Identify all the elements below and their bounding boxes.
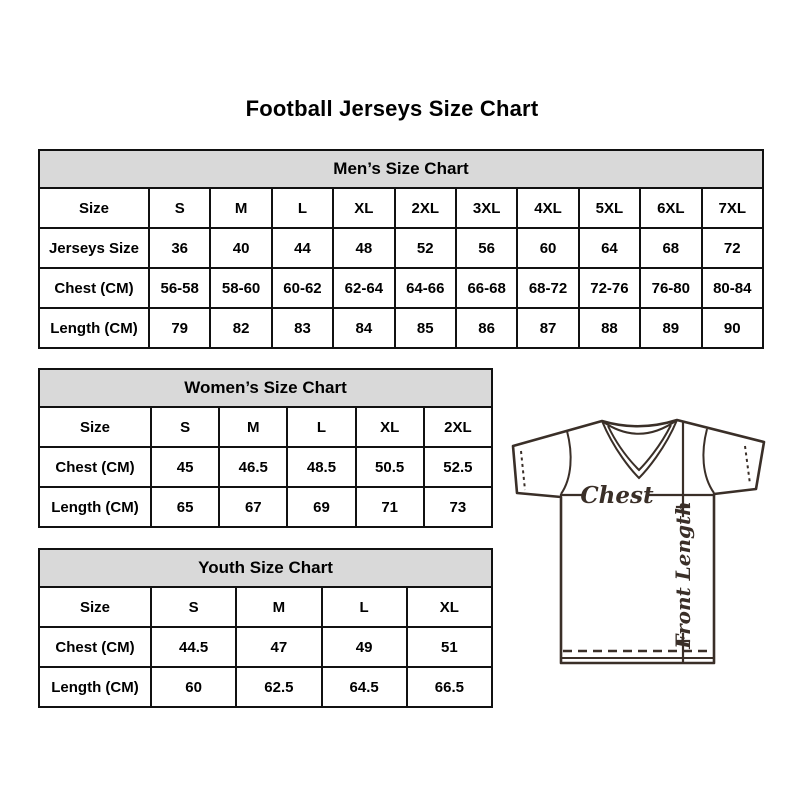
- womens-size-chart-section: [38, 368, 493, 528]
- column-header: XL: [333, 188, 394, 228]
- table-row: [39, 447, 492, 487]
- value-cell: 40: [210, 228, 271, 268]
- youth-size-chart-section: [38, 548, 493, 708]
- column-header-row: [39, 587, 492, 627]
- column-header-row: [39, 407, 492, 447]
- value-cell: 71: [356, 487, 424, 527]
- value-cell: 89: [640, 308, 701, 348]
- value-cell: 50.5: [356, 447, 424, 487]
- value-cell: 76-80: [640, 268, 701, 308]
- value-cell: 46.5: [219, 447, 287, 487]
- value-cell: 52.5: [424, 447, 492, 487]
- value-cell: 66-68: [456, 268, 517, 308]
- value-cell: 60-62: [272, 268, 333, 308]
- value-cell: 68-72: [517, 268, 578, 308]
- table-row: [39, 268, 763, 308]
- row-label: Length (CM): [39, 667, 151, 707]
- row-label: Size: [39, 407, 151, 447]
- womens-size-table: [38, 368, 493, 528]
- column-header: 7XL: [702, 188, 763, 228]
- value-cell: 90: [702, 308, 763, 348]
- table-title: Women’s Size Chart: [39, 369, 492, 407]
- value-cell: 48: [333, 228, 394, 268]
- value-cell: 84: [333, 308, 394, 348]
- table-row: [39, 627, 492, 667]
- column-header: L: [287, 407, 355, 447]
- column-header: XL: [407, 587, 492, 627]
- value-cell: 87: [517, 308, 578, 348]
- table-title: Men’s Size Chart: [39, 150, 763, 188]
- column-header: L: [322, 587, 407, 627]
- mens-size-table: [38, 149, 764, 349]
- row-label: Chest (CM): [39, 447, 151, 487]
- value-cell: 60: [151, 667, 236, 707]
- value-cell: 36: [149, 228, 210, 268]
- column-header: M: [210, 188, 271, 228]
- row-label: Length (CM): [39, 308, 149, 348]
- value-cell: 80-84: [702, 268, 763, 308]
- table-title-row: [39, 549, 492, 587]
- column-header-row: [39, 188, 763, 228]
- value-cell: 66.5: [407, 667, 492, 707]
- value-cell: 58-60: [210, 268, 271, 308]
- value-cell: 82: [210, 308, 271, 348]
- column-header: 2XL: [395, 188, 456, 228]
- value-cell: 64: [579, 228, 640, 268]
- table-title: Youth Size Chart: [39, 549, 492, 587]
- value-cell: 64.5: [322, 667, 407, 707]
- value-cell: 62.5: [236, 667, 321, 707]
- value-cell: 56: [456, 228, 517, 268]
- value-cell: 60: [517, 228, 578, 268]
- value-cell: 51: [407, 627, 492, 667]
- table-title-row: [39, 369, 492, 407]
- column-header: 6XL: [640, 188, 701, 228]
- front-length-label: Front Length: [671, 501, 695, 649]
- column-header: M: [219, 407, 287, 447]
- value-cell: 48.5: [287, 447, 355, 487]
- column-header: 4XL: [517, 188, 578, 228]
- value-cell: 62-64: [333, 268, 394, 308]
- column-header: 5XL: [579, 188, 640, 228]
- value-cell: 56-58: [149, 268, 210, 308]
- jersey-measurement-diagram: [504, 400, 770, 670]
- value-cell: 44: [272, 228, 333, 268]
- column-header: XL: [356, 407, 424, 447]
- value-cell: 65: [151, 487, 219, 527]
- row-label: Jerseys Size: [39, 228, 149, 268]
- table-title-row: [39, 150, 763, 188]
- value-cell: 79: [149, 308, 210, 348]
- value-cell: 83: [272, 308, 333, 348]
- column-header: S: [151, 587, 236, 627]
- value-cell: 64-66: [395, 268, 456, 308]
- table-row: [39, 228, 763, 268]
- value-cell: 88: [579, 308, 640, 348]
- page-title: Football Jerseys Size Chart: [245, 96, 539, 121]
- value-cell: 69: [287, 487, 355, 527]
- mens-size-chart-section: [38, 149, 764, 349]
- column-header: S: [151, 407, 219, 447]
- column-header: 3XL: [456, 188, 517, 228]
- value-cell: 68: [640, 228, 701, 268]
- value-cell: 85: [395, 308, 456, 348]
- chest-label: Chest: [580, 482, 654, 509]
- value-cell: 49: [322, 627, 407, 667]
- value-cell: 72: [702, 228, 763, 268]
- value-cell: 45: [151, 447, 219, 487]
- value-cell: 52: [395, 228, 456, 268]
- row-label: Length (CM): [39, 487, 151, 527]
- value-cell: 73: [424, 487, 492, 527]
- value-cell: 72-76: [579, 268, 640, 308]
- column-header: M: [236, 587, 321, 627]
- table-row: [39, 667, 492, 707]
- row-label: Chest (CM): [39, 627, 151, 667]
- youth-size-table: [38, 548, 493, 708]
- jersey-outline: [513, 420, 764, 663]
- column-header: L: [272, 188, 333, 228]
- column-header: 2XL: [424, 407, 492, 447]
- row-label: Chest (CM): [39, 268, 149, 308]
- table-row: [39, 308, 763, 348]
- value-cell: 44.5: [151, 627, 236, 667]
- table-row: [39, 487, 492, 527]
- column-header: S: [149, 188, 210, 228]
- row-label: Size: [39, 587, 151, 627]
- value-cell: 86: [456, 308, 517, 348]
- value-cell: 47: [236, 627, 321, 667]
- value-cell: 67: [219, 487, 287, 527]
- row-label: Size: [39, 188, 149, 228]
